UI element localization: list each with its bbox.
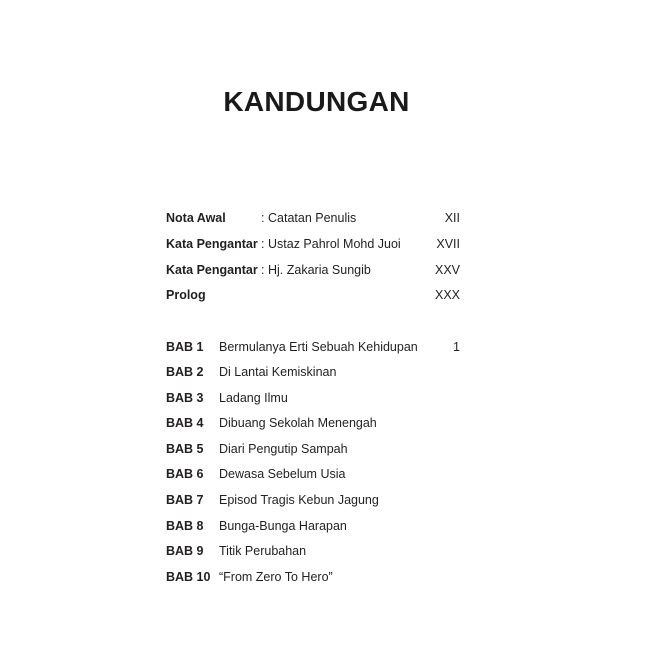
toc-row-prolog (166, 285, 460, 305)
chapter-title: Bermulanya Erti Sebuah Kehidupan (219, 340, 418, 354)
chapter-row (166, 490, 460, 510)
toc-separator: : (261, 211, 265, 225)
chapter-label: BAB 3 (166, 391, 204, 405)
chapter-label: BAB 10 (166, 570, 211, 584)
chapter-title: “From Zero To Hero” (219, 570, 333, 584)
chapter-row (166, 439, 460, 459)
chapter-label: BAB 1 (166, 340, 204, 354)
chapter-title: Titik Perubahan (219, 544, 307, 558)
chapter-label: BAB 6 (166, 467, 204, 481)
toc-row-nota-awal (166, 208, 460, 228)
chapter-page-number: 1 (453, 340, 460, 354)
chapter-title: Dibuang Sekolah Menengah (219, 416, 377, 430)
chapter-title: Dewasa Sebelum Usia (219, 467, 346, 481)
chapter-row (166, 541, 460, 561)
chapter-title: Di Lantai Kemiskinan (219, 365, 337, 379)
toc-text: Ustaz Pahrol Mohd Juoi (268, 237, 401, 251)
chapter-row (166, 388, 460, 408)
toc-separator: : (261, 263, 265, 277)
chapter-label: BAB 7 (166, 493, 204, 507)
toc-separator: : (261, 237, 265, 251)
toc-text: Hj. Zakaria Sungib (268, 263, 371, 277)
toc-row-kata-pengantar-2 (166, 260, 460, 280)
toc-page-number: XXX (434, 288, 460, 302)
toc-label: Nota Awal (166, 211, 226, 225)
toc-page-number: XXV (434, 263, 460, 277)
chapter-row (166, 567, 460, 587)
chapter-title: Ladang Ilmu (219, 391, 288, 405)
toc-label: Kata Pengantar (166, 263, 258, 277)
chapter-title: Episod Tragis Kebun Jagung (219, 493, 379, 507)
chapter-row (166, 362, 460, 382)
chapter-label: BAB 2 (166, 365, 204, 379)
chapter-label: BAB 9 (166, 544, 204, 558)
chapter-row (166, 516, 460, 536)
chapter-title: Diari Pengutip Sampah (219, 442, 348, 456)
toc-text: Catatan Penulis (268, 211, 357, 225)
toc-label: Kata Pengantar (166, 237, 258, 251)
chapter-label: BAB 8 (166, 519, 204, 533)
toc-page-number: XVII (436, 237, 460, 251)
chapter-row (166, 464, 460, 484)
chapter-label: BAB 4 (166, 416, 204, 430)
chapter-row (166, 337, 460, 357)
chapter-row (166, 413, 460, 433)
toc-row-kata-pengantar-1 (166, 234, 460, 254)
chapter-title: Bunga-Bunga Harapan (219, 519, 347, 533)
chapter-label: BAB 5 (166, 442, 204, 456)
toc-page-number: XII (444, 211, 460, 225)
toc-label: Prolog (166, 288, 206, 302)
page-title: KANDUNGAN (223, 86, 410, 117)
